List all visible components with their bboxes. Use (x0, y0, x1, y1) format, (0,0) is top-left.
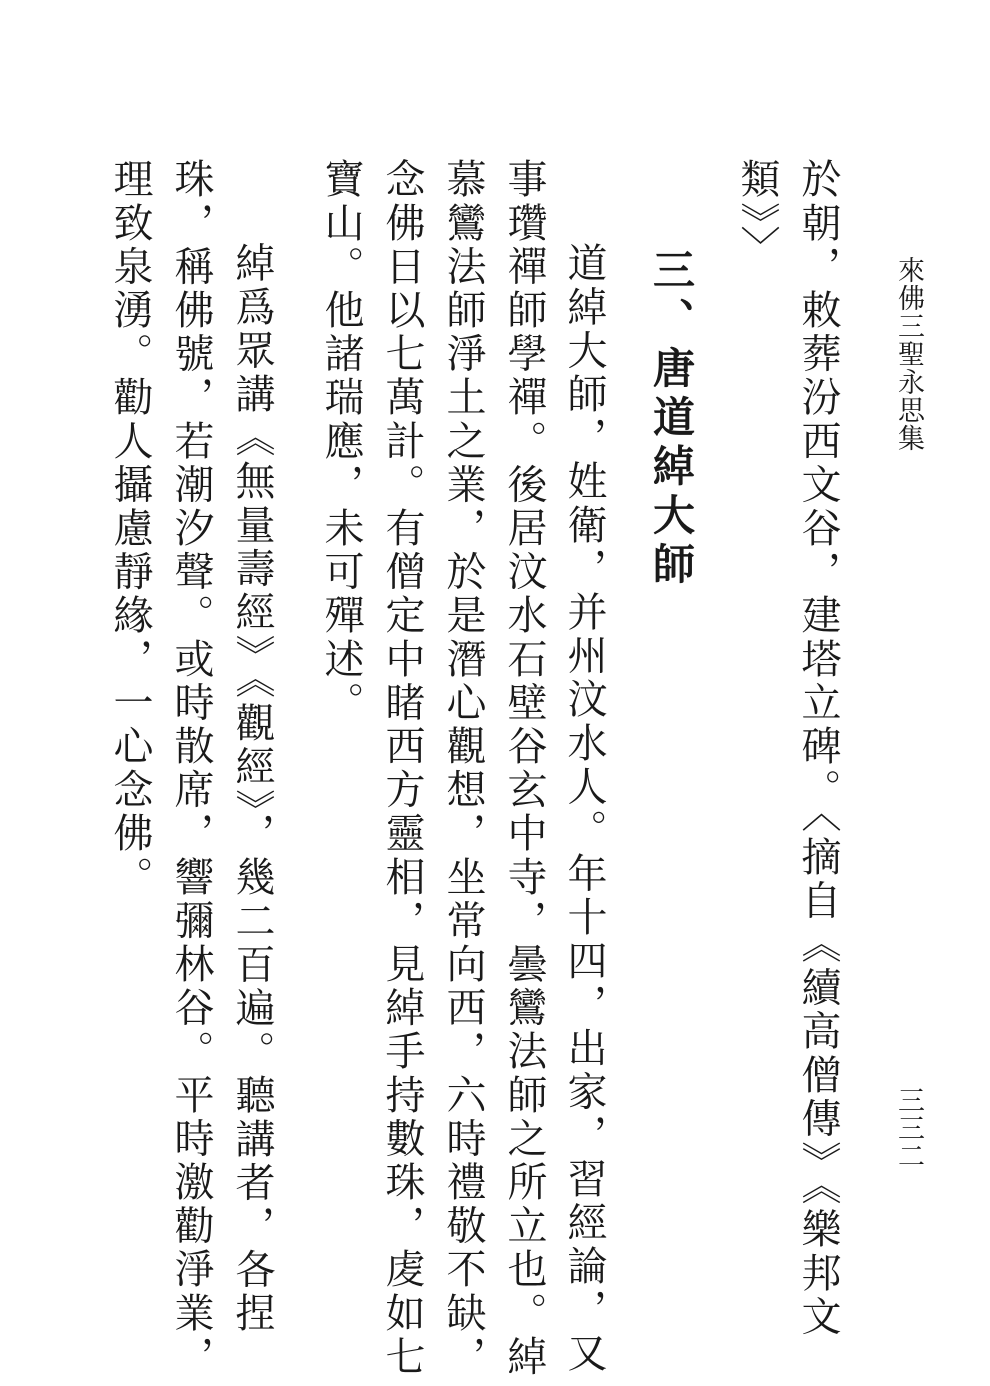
text-line-9: 珠，稱佛號，若潮汐聲。或時散席，響彌林谷。平時激勸淨業， (168, 158, 214, 1379)
text-line-7: 寶山。他諸瑞應，未可殫述。 (318, 158, 364, 725)
running-header-title: 來佛三聖永思集 (893, 256, 924, 452)
section-heading: 三、唐道綽大師 (647, 248, 696, 591)
text-line-10: 理致泉湧。勸人攝慮靜緣，一心念佛。 (107, 158, 153, 900)
text-line-6: 念佛日以七萬計。有僧定中睹西方靈相，見綽手持數珠，䖍如七 (379, 158, 425, 1379)
page-number: 三三二 (893, 1086, 924, 1170)
text-line-8: 綽爲眾講《無量壽經》《觀經》，幾二百遍。聽講者，各捏 (229, 242, 275, 1336)
text-line-3: 道綽大師，姓衛，并州汶水人。年十四，出家，習經論，又 (561, 242, 607, 1376)
text-line-4: 事瓚禪師學禪。後居汶水石壁谷玄中寺，曇鸞法師之所立也。綽 (501, 158, 547, 1379)
text-line-5: 慕鸞法師淨土之業，於是潛心觀想，坐常向西，六時禮敬不缺， (440, 158, 486, 1379)
text-line-2: 類》〉 (734, 158, 780, 269)
text-line-1: 於朝，敕葬汾西文谷，建塔立碑。〈摘自《續高僧傳》《樂邦文 (795, 158, 841, 1339)
